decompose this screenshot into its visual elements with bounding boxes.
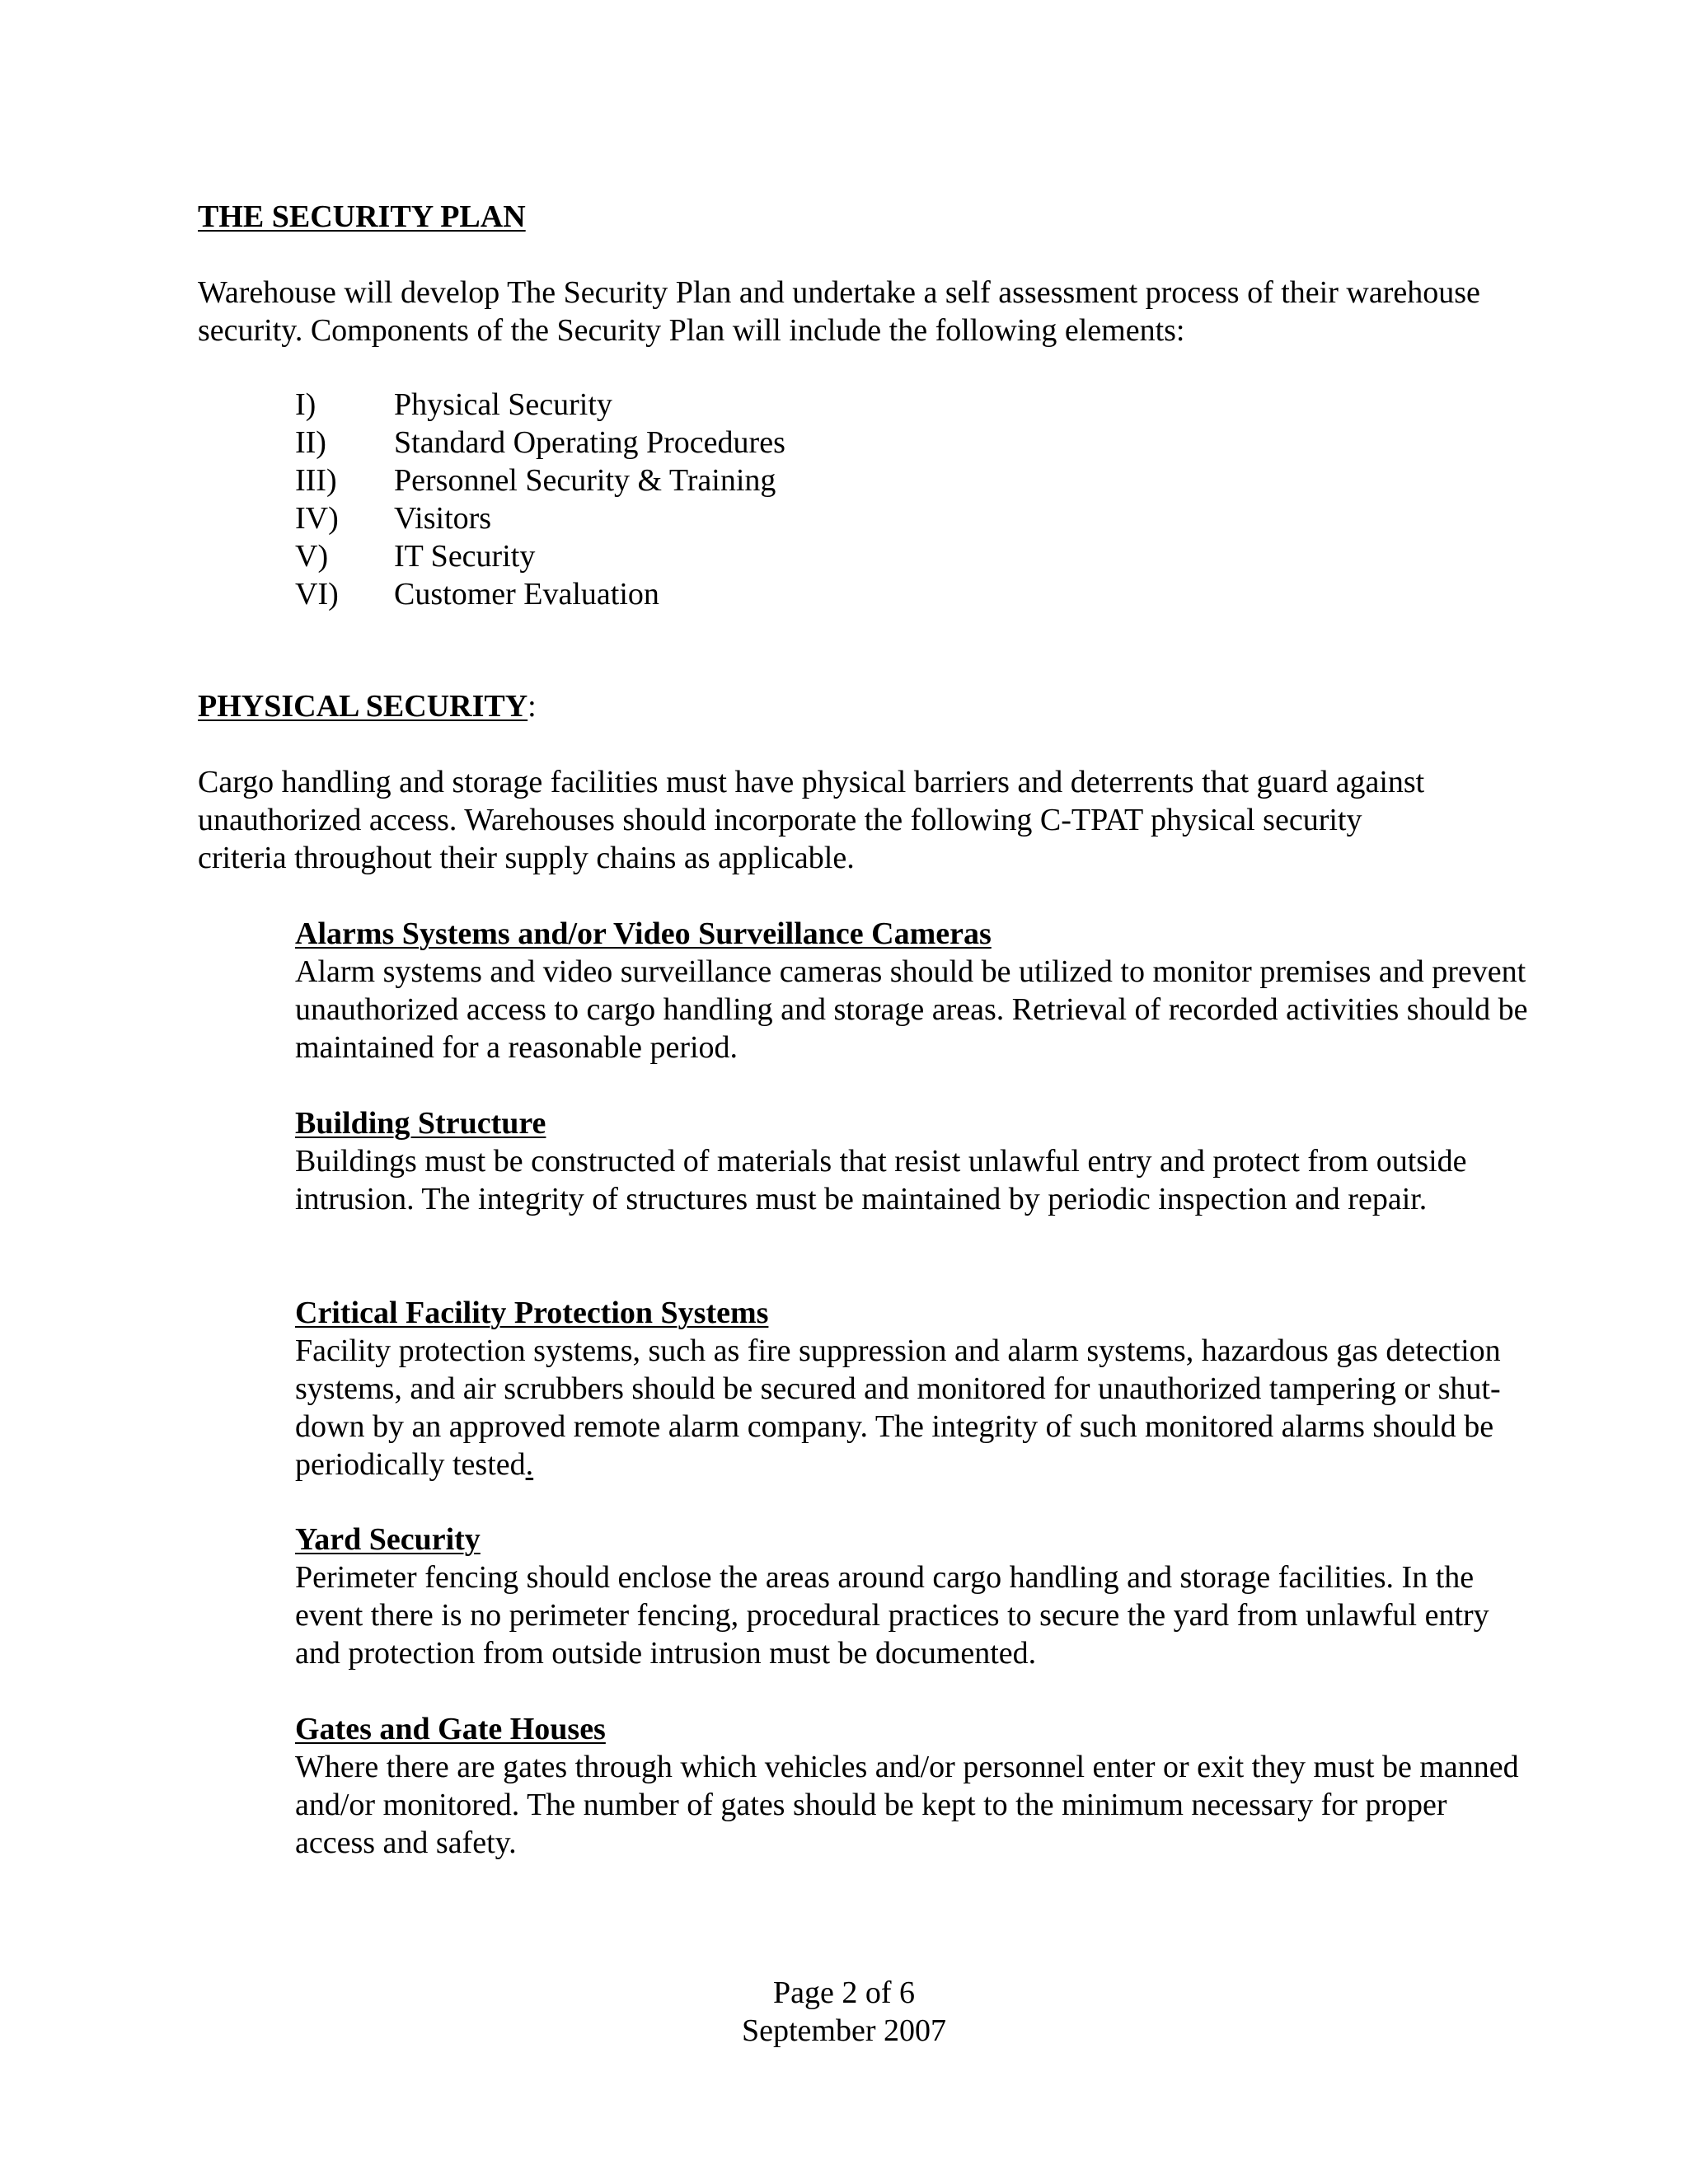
list-item-label: Visitors [394,501,492,536]
intro-paragraph: Warehouse will develop The Security Plan and undertake a self assessment process of their warehouse security. Components of the Security Plan will include the following elements: [198,275,1480,348]
list-item-number: III) [295,463,337,498]
heading-colon: : [528,689,537,724]
section-heading: Gates and Gate Houses [295,1712,606,1746]
section-text: Buildings must be constructed of materials that resist unlawful entry and protect from outside intrusion. The integrity of structures must be maintained by periodic inspection and repair. [295,1144,1467,1216]
list-item-number: I) [295,387,316,422]
list-item [295,575,1284,613]
section-text-body: Facility protection systems, such as fire suppression and alarm systems, hazardous gas detection systems, and air scrubbers should be secured and monitored for unauthorized tampering or shut-down by an approved remote alarm company. The integrity of such monitored alarms should be periodically tested [295,1333,1501,1482]
section-building-structure [295,1104,1531,1218]
list-item-number: VI) [295,577,339,612]
list-item-label: Customer Evaluation [394,577,659,612]
physical-security-paragraph: Cargo handling and storage facilities must have physical barriers and deterrents that guard against unauthorized access. Warehouses should incorporate the following C-TPAT physical security criteria throughout their supply chains as applicable. [198,765,1425,875]
section-text: Where there are gates through which vehicles and/or personnel enter or exit they must be manned and/or monitored. The number of gates should be kept to the minimum necessary for proper access and safety. [295,1750,1519,1860]
list-item [295,537,1284,575]
list-item-label: Standard Operating Procedures [394,425,785,460]
physical-security-heading-line [198,687,1533,725]
list-item-label: Personnel Security & Training [394,463,776,498]
page-footer [0,1974,1688,2050]
section-critical-facility [295,1294,1531,1483]
page-number: Page 2 of 6 [772,1975,916,2010]
components-list [295,386,1284,613]
list-item-number: II) [295,425,326,460]
section-heading: Yard Security [295,1522,481,1557]
list-item-number: IV) [295,501,339,536]
section-heading: Critical Facility Protection Systems [295,1296,769,1330]
section-alarms [295,915,1531,1066]
section-text: Alarm systems and video surveillance cameras should be utilized to monitor premises and prevent unauthorized access to cargo handling and storage areas. Retrieval of recorded activities should be maintained for a reasonable period. [295,954,1528,1065]
section-gates [295,1710,1531,1862]
list-item-label: IT Security [394,539,536,574]
section-yard-security [295,1521,1531,1672]
list-item [295,462,1284,499]
list-item-number: V) [295,539,329,574]
page-title: THE SECURITY PLAN [198,199,526,234]
list-item-label: Physical Security [394,387,612,422]
section-text-tail: . [525,1447,534,1482]
section-heading: Alarms Systems and/or Video Surveillance Cameras [295,916,992,951]
list-item [295,499,1284,537]
section-heading: Building Structure [295,1106,546,1141]
section-text: Perimeter fencing should enclose the areas around cargo handling and storage facilities. In the event there is no perimeter fencing, procedural practices to secure the yard from unlawful entry and protection from outside intrusion must be documented. [295,1560,1489,1671]
physical-security-heading: PHYSICAL SECURITY [198,689,528,724]
footer-date: September 2007 [741,2013,946,2048]
list-item [295,424,1284,462]
section-text [295,1332,1531,1483]
list-item [295,386,1284,424]
